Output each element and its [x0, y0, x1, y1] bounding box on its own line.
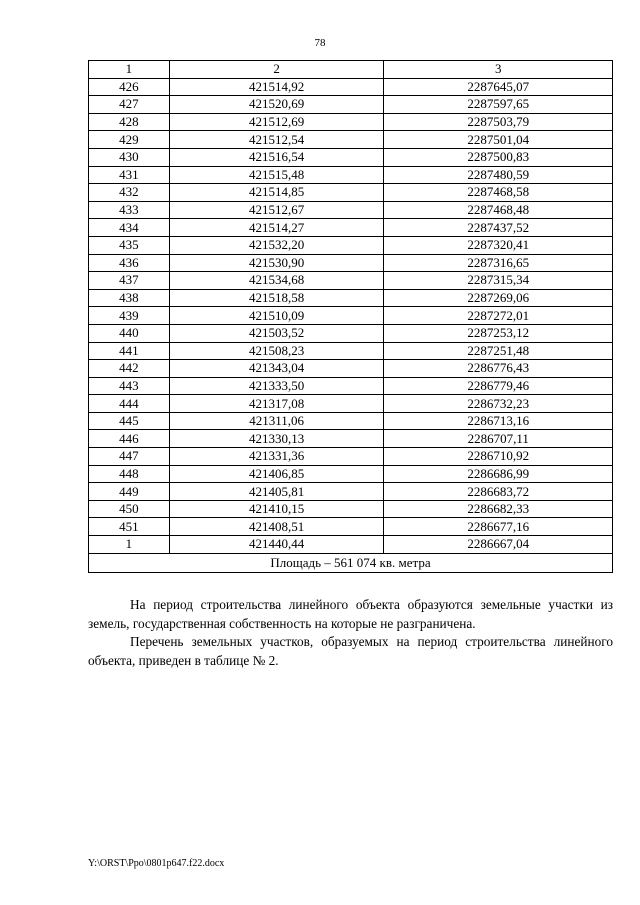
- x-coordinate-cell: 421530,90: [169, 254, 384, 272]
- x-coordinate-cell: 421518,58: [169, 289, 384, 307]
- paragraph-land-plots: На период строительства линейного объекта образуются земельные участки из земель, государственная собственность на которые не разграничена.: [88, 597, 613, 631]
- table-row: [89, 395, 613, 413]
- y-coordinate-cell: 2287468,58: [384, 184, 613, 202]
- x-coordinate-cell: 421512,67: [169, 201, 384, 219]
- point-number-cell: 441: [89, 342, 170, 360]
- point-number-cell: 434: [89, 219, 170, 237]
- x-coordinate-cell: 421512,69: [169, 113, 384, 131]
- y-coordinate-cell: 2286776,43: [384, 360, 613, 378]
- document-file-path: Y:\ORST\Ppo\0801p647.f22.docx: [88, 858, 225, 869]
- point-number-cell: 426: [89, 78, 170, 96]
- y-coordinate-cell: 2286710,92: [384, 448, 613, 466]
- area-row: [89, 553, 613, 572]
- point-number-cell: 448: [89, 465, 170, 483]
- table-row: [89, 307, 613, 325]
- point-number-cell: 439: [89, 307, 170, 325]
- point-number-cell: 445: [89, 412, 170, 430]
- table-row: [89, 448, 613, 466]
- table-row: [89, 500, 613, 518]
- y-coordinate-cell: 2287251,48: [384, 342, 613, 360]
- point-number-cell: 437: [89, 272, 170, 290]
- x-coordinate-cell: 421331,36: [169, 448, 384, 466]
- y-coordinate-cell: 2287272,01: [384, 307, 613, 325]
- x-coordinate-cell: 421406,85: [169, 465, 384, 483]
- y-coordinate-cell: 2287315,34: [384, 272, 613, 290]
- y-coordinate-cell: 2287503,79: [384, 113, 613, 131]
- table-row: [89, 148, 613, 166]
- point-number-cell: 446: [89, 430, 170, 448]
- point-number-cell: 450: [89, 500, 170, 518]
- x-coordinate-cell: 421532,20: [169, 236, 384, 254]
- y-coordinate-cell: 2286779,46: [384, 377, 613, 395]
- table-row: [89, 254, 613, 272]
- body-text: [88, 596, 613, 670]
- y-coordinate-cell: 2287645,07: [384, 78, 613, 96]
- area-total-cell: Площадь – 561 074 кв. метра: [89, 553, 613, 572]
- point-number-cell: 443: [89, 377, 170, 395]
- table-row: [89, 219, 613, 237]
- table-row: [89, 184, 613, 202]
- point-number-cell: 430: [89, 148, 170, 166]
- point-number-cell: 449: [89, 483, 170, 501]
- table-row: [89, 236, 613, 254]
- table-row: [89, 289, 613, 307]
- x-coordinate-cell: 421512,54: [169, 131, 384, 149]
- point-number-cell: 433: [89, 201, 170, 219]
- table-row: [89, 166, 613, 184]
- x-coordinate-cell: 421405,81: [169, 483, 384, 501]
- y-coordinate-cell: 2287468,48: [384, 201, 613, 219]
- x-coordinate-cell: 421330,13: [169, 430, 384, 448]
- x-coordinate-cell: 421333,50: [169, 377, 384, 395]
- x-coordinate-cell: 421503,52: [169, 324, 384, 342]
- x-coordinate-cell: 421516,54: [169, 148, 384, 166]
- point-number-cell: 444: [89, 395, 170, 413]
- table-row: [89, 78, 613, 96]
- point-number-cell: 429: [89, 131, 170, 149]
- table-header-row: [89, 61, 613, 79]
- table-row: [89, 412, 613, 430]
- coordinates-table: [88, 60, 613, 573]
- point-number-cell: 451: [89, 518, 170, 536]
- x-coordinate-cell: 421343,04: [169, 360, 384, 378]
- point-number-cell: 427: [89, 96, 170, 114]
- x-coordinate-cell: 421311,06: [169, 412, 384, 430]
- y-coordinate-cell: 2287480,59: [384, 166, 613, 184]
- table-row: [89, 536, 613, 554]
- table-row: [89, 113, 613, 131]
- x-coordinate-cell: 421510,09: [169, 307, 384, 325]
- header-cell-point-number: 1: [89, 61, 170, 79]
- x-coordinate-cell: 421508,23: [169, 342, 384, 360]
- table-row: [89, 483, 613, 501]
- header-cell-y: 3: [384, 61, 613, 79]
- y-coordinate-cell: 2286707,11: [384, 430, 613, 448]
- table-row: [89, 272, 613, 290]
- page-number: 78: [314, 37, 326, 49]
- point-number-cell: 428: [89, 113, 170, 131]
- y-coordinate-cell: 2287253,12: [384, 324, 613, 342]
- table-row: [89, 518, 613, 536]
- point-number-cell: 431: [89, 166, 170, 184]
- y-coordinate-cell: 2286732,23: [384, 395, 613, 413]
- x-coordinate-cell: 421440,44: [169, 536, 384, 554]
- y-coordinate-cell: 2286683,72: [384, 483, 613, 501]
- point-number-cell: 1: [89, 536, 170, 554]
- x-coordinate-cell: 421410,15: [169, 500, 384, 518]
- y-coordinate-cell: 2287437,52: [384, 219, 613, 237]
- point-number-cell: 432: [89, 184, 170, 202]
- y-coordinate-cell: 2286677,16: [384, 518, 613, 536]
- y-coordinate-cell: 2286682,33: [384, 500, 613, 518]
- table-row: [89, 465, 613, 483]
- table-row: [89, 131, 613, 149]
- x-coordinate-cell: 421534,68: [169, 272, 384, 290]
- x-coordinate-cell: 421515,48: [169, 166, 384, 184]
- table-row: [89, 324, 613, 342]
- table-row: [89, 377, 613, 395]
- x-coordinate-cell: 421514,85: [169, 184, 384, 202]
- x-coordinate-cell: 421514,92: [169, 78, 384, 96]
- table-row: [89, 201, 613, 219]
- point-number-cell: 438: [89, 289, 170, 307]
- point-number-cell: 440: [89, 324, 170, 342]
- point-number-cell: 435: [89, 236, 170, 254]
- y-coordinate-cell: 2286667,04: [384, 536, 613, 554]
- y-coordinate-cell: 2287500,83: [384, 148, 613, 166]
- table-row: [89, 342, 613, 360]
- point-number-cell: 442: [89, 360, 170, 378]
- table-row: [89, 430, 613, 448]
- paragraph-table-reference: Перечень земельных участков, образуемых на период строительства линейного объекта, приведен в таблице № 2.: [88, 634, 613, 668]
- x-coordinate-cell: 421514,27: [169, 219, 384, 237]
- point-number-cell: 447: [89, 448, 170, 466]
- coordinates-table-body: [89, 61, 613, 554]
- y-coordinate-cell: 2287269,06: [384, 289, 613, 307]
- x-coordinate-cell: 421520,69: [169, 96, 384, 114]
- x-coordinate-cell: 421408,51: [169, 518, 384, 536]
- point-number-cell: 436: [89, 254, 170, 272]
- y-coordinate-cell: 2287597,65: [384, 96, 613, 114]
- y-coordinate-cell: 2287501,04: [384, 131, 613, 149]
- y-coordinate-cell: 2286686,99: [384, 465, 613, 483]
- table-row: [89, 96, 613, 114]
- header-cell-x: 2: [169, 61, 384, 79]
- x-coordinate-cell: 421317,08: [169, 395, 384, 413]
- table-row: [89, 360, 613, 378]
- y-coordinate-cell: 2286713,16: [384, 412, 613, 430]
- y-coordinate-cell: 2287320,41: [384, 236, 613, 254]
- y-coordinate-cell: 2287316,65: [384, 254, 613, 272]
